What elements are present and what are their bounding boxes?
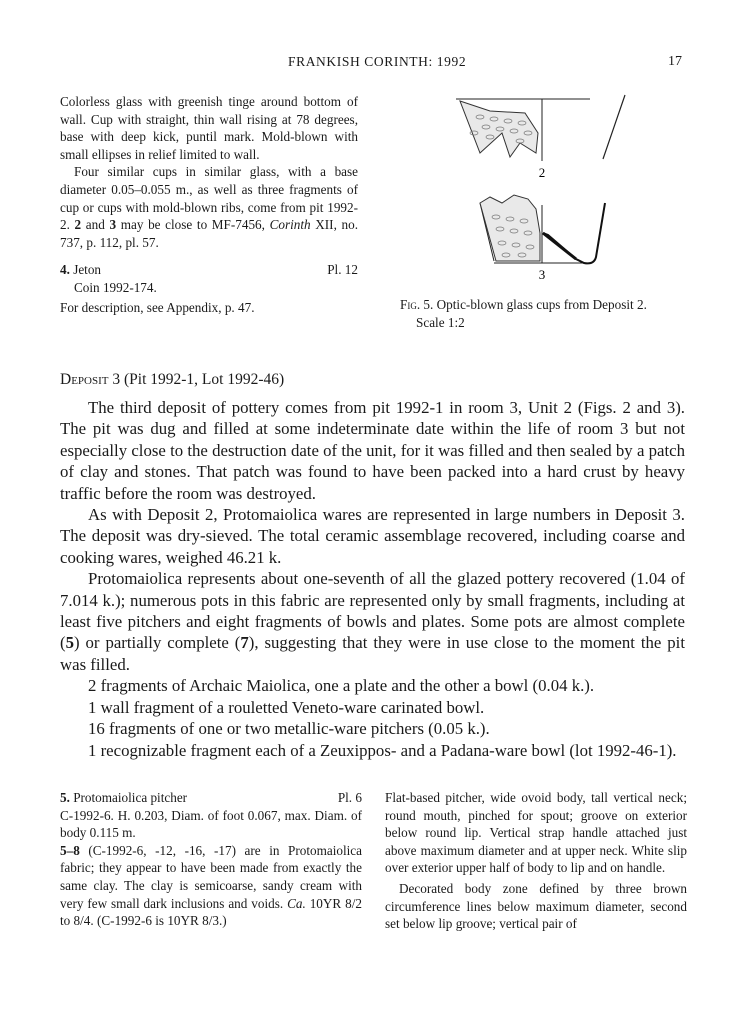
running-title: FRANKISH CORINTH: 1992 xyxy=(288,54,467,69)
section-heading-detail: 3 (Pit 1992-1, Lot 1992-46) xyxy=(108,371,285,388)
entry-5-heading xyxy=(60,789,362,807)
entry-5-number: 5. xyxy=(60,790,70,805)
cup-description: Colorless glass with greenish tinge around bottom of wall. Cup with straight, thin wall rising at 78 degrees, base with deep kick, puntil mark. Mold-blown with small ellipses in relief limited to wall. xyxy=(60,94,358,162)
list-item: 16 fragments of one or two metallic-ware pitchers (0.05 k.). xyxy=(88,719,490,739)
body-paragraph-1: The third deposit of pottery comes from pit 1992-1 in room 3, Unit 2 (Figs. 2 and 3). The pit was dug and filled at some indeterminate date within the life of room 3 but not especially close to the destruction date of the unit, for it was filled and then sealed by a patch of clay and stones. That patch was found to have been packed into a hard crust by heavy traffic before the room was destroyed. xyxy=(60,398,685,503)
section-heading xyxy=(60,371,690,389)
entry-4-plate: Pl. 12 xyxy=(327,262,358,278)
section-heading-label: Deposit xyxy=(60,371,109,388)
page-number: 17 xyxy=(668,54,682,69)
entry-5-title: Protomaiolica pitcher xyxy=(69,790,188,805)
figure-label-3: 3 xyxy=(538,267,546,282)
glass-cups-drawing xyxy=(450,93,650,283)
catalog-top-column xyxy=(60,93,358,316)
cup-comparanda: Four similar cups in similar glass, with a base diameter 0.05–0.055 m., as well as three fragments of cup or cups with mold-blown ribs, come from pit 1992-2. 2 and 3 may be close to MF-7456, Corinth XII, no. 737, p. 112, pl. 57. xyxy=(60,164,359,250)
list-item: 1 recognizable fragment each of a Zeuxippos- and a Padana-ware bowl (lot 1992-46-1). xyxy=(88,740,677,760)
body-text xyxy=(60,397,685,761)
entry-5-plate: Pl. 6 xyxy=(337,790,362,805)
entry-4-title: Jeton xyxy=(69,262,102,278)
fabric-description: 5–8 (C-1992-6, -12, -16, -17) are in Protomaiolica fabric; they appear to have been made from exactly the same clay. The clay is semicoarse, sandy cream with very few small dark inclusions and voids. Ca. 10YR 8/2 to 8/4. (C-1992-6 is 10YR 8/3.) xyxy=(60,842,362,929)
entry-5-measurements: C-1992-6. H. 0.203, Diam. of foot 0.067, max. Diam. of body 0.115 m. xyxy=(60,807,362,841)
entry-4-description: For description, see Appendix, p. 47. xyxy=(60,299,255,315)
caption-scale: Scale 1:2 xyxy=(416,314,465,330)
figure-caption xyxy=(400,296,690,331)
cup-2-drawing xyxy=(456,95,625,161)
running-head xyxy=(0,54,743,74)
decoration-description: Decorated body zone defined by three brown circumference lines below maximum diameter, second set below lip groove; vertical pair of xyxy=(385,880,687,932)
pitcher-description: Flat-based pitcher, wide ovoid body, tall vertical neck; round mouth, pinched for spout; groove on exterior below round lip. Vertical strap handle attached just above maximum diameter and at upper neck. White slip over exterior upper half of body to lip and on handle. xyxy=(385,790,687,876)
entry-4-heading xyxy=(60,261,358,279)
entry-4-number: 4. xyxy=(60,262,70,278)
body-paragraph-3: Protomaiolica represents about one-seventh of all the glazed pottery recovered (1.04 of 7.014 k.); numerous pots in this fabric are represented only by small fragments, including at least five pitchers and eight fragments of bowls and plates. Some pots are almost complete (5) or partially complete (7), suggesting that they were in use close to the moment the pit was filled. xyxy=(60,569,686,674)
caption-text: Optic-blown glass cups from Deposit 2. xyxy=(433,297,647,312)
list-item: 2 fragments of Archaic Maiolica, one a plate and the other a bowl (0.04 k.). xyxy=(88,676,595,696)
entry-5-description-column xyxy=(385,789,687,933)
cup-3-drawing xyxy=(480,195,605,263)
figure-5-drawings xyxy=(450,93,650,283)
caption-lead: Fig. 5. xyxy=(400,297,434,312)
figure-label-2: 2 xyxy=(538,165,546,180)
catalog-entry-5 xyxy=(60,789,362,930)
entry-4-coin: Coin 1992-174. xyxy=(74,279,157,295)
body-paragraph-2: As with Deposit 2, Protomaiolica wares are represented in large numbers in Deposit 3. The deposit was dry-sieved. The total ceramic assemblage recovered, including coarse and cooking wares, weighed 46.21 k. xyxy=(60,505,685,567)
list-item: 1 wall fragment of a rouletted Veneto-ware carinated bowl. xyxy=(88,697,485,717)
